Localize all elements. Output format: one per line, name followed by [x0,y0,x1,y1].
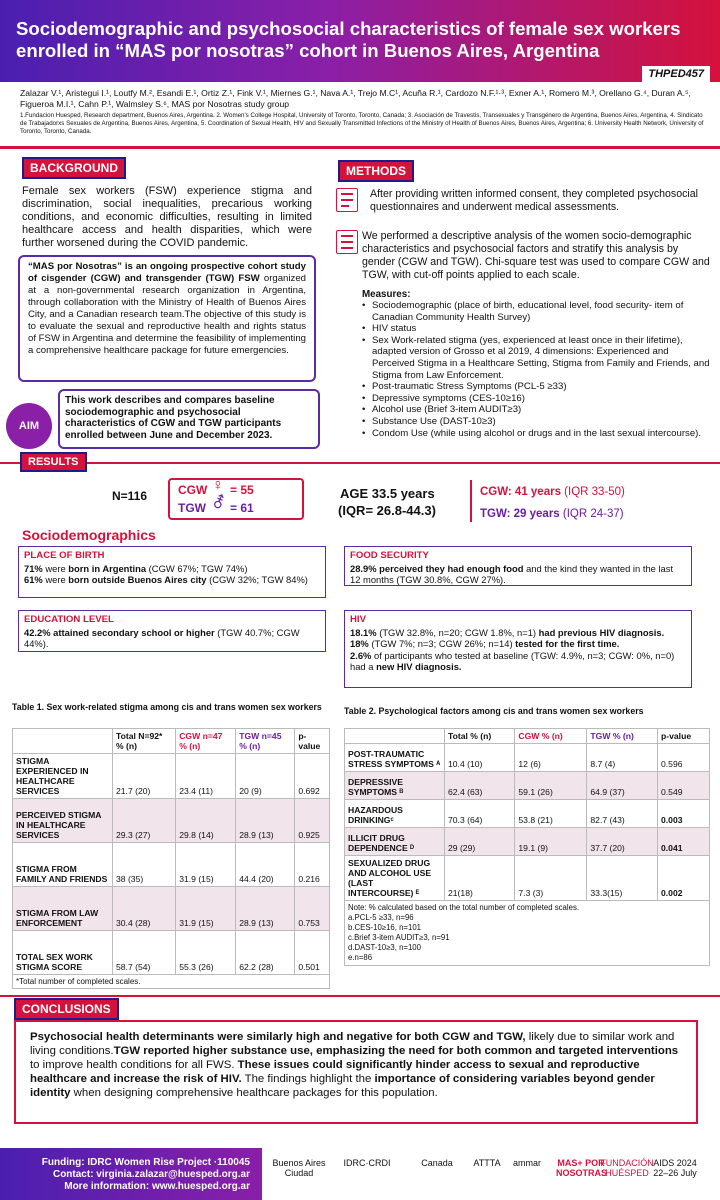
divider [0,462,720,464]
table-header: Total % (n) [445,729,515,744]
row-label: HAZARDOUS DRINKINGᶜ [345,800,445,828]
table-cell: 0.596 [658,744,710,772]
table-cell: 0.041 [658,828,710,856]
table-row [13,887,330,931]
table-header: TGW n=45 % (n) [236,729,295,754]
age-mean: AGE 33.5 years [340,486,435,501]
table-cell: 0.501 [295,931,330,975]
measures-list [362,300,712,439]
cohort-rest: organized at a non-governmental research organization in Argentina, through collaboration with the Ministry of Health of Buenos Aires City, and a Canadian research team.The objective of this study is to evaluate the sexual and reproductive health and rights status of FSW in Argentina and determine the feasibility of implementing a comprehensive healthcare package for future emergencies. [28,273,306,356]
row-label: ILLICIT DRUG DEPENDENCE ᴰ [345,828,445,856]
table-row [13,931,330,975]
table-header: TGW % (n) [587,729,658,744]
table-header [13,729,113,754]
poster-header [0,0,720,82]
partner-logo: Canada [421,1158,453,1168]
row-label: STIGMA FROM FAMILY AND FRIENDS [13,843,113,887]
table-cell: 21(18) [445,856,515,901]
table-cell: 31.9 (15) [176,843,236,887]
methods-p2: We performed a descriptive analysis of the women socio-demographic characteristics and psychosocial factors and stratify this analysis by gender (CGW and TGW). Chi-square test was used to compare CGW and TGW, with cut-off points applied to each scale. [362,230,710,281]
poster-title: Sociodemographic and psychosocial characteristics of female sex workers enrolled in “MAS por nosotras” cohort in Buenos Aires, Argentina [16,18,681,61]
table-cell: 31.9 (15) [176,887,236,931]
abstract-code: THPED457 [642,66,710,82]
cohort-bold: “MAS por Nosotras” is an ongoing prospective cohort study of cisgender (CGW) and transgender (TGW) FSW [28,261,306,284]
conclusions-label: CONCLUSIONS [14,998,119,1020]
conclusions-box: Psychosocial health determinants were similarly high and negative for both CGW and TGW, likely due to similar work and living conditions.TGW reported higher substance use, emphasizing the need for both common and targeted interventions to improve health conditions for all FWS. These issues could significantly hinder access to sexual and reproductive healthcare and increase the risk of HIV. The findings highlight the importance of considering variables beyond gender identity when designing comprehensive healthcare packages for this population. [14,1020,698,1124]
tgw-age: TGW: 29 years (IQR 24-37) [480,508,624,520]
table-cell: 19.1 (9) [515,828,587,856]
table-cell: 21.7 (20) [113,754,176,799]
methods-p1: After providing written informed consent, they completed psychosocial questionnaires and underwent medical assessments. [370,188,698,213]
table-header: CGW % (n) [515,729,587,744]
table-cell: 28.9 (13) [236,799,295,843]
table-header: Total N=92* % (n) [113,729,176,754]
partner-logo: AIDS 2024 22–26 July [653,1158,697,1178]
table-cell: 33.3(15) [587,856,658,901]
table-cell: 29.3 (27) [113,799,176,843]
table-cell: 0.002 [658,856,710,901]
analysis-icon [336,230,358,254]
methods-label: METHODS [338,160,414,182]
row-label: PERCEIVED STIGMA IN HEALTHCARE SERVICES [13,799,113,843]
table-cell: 64.9 (37) [587,772,658,800]
table-cell: 20 (9) [236,754,295,799]
tgw-n: = 61 [230,501,254,515]
divider [0,995,720,997]
table-cell: 23.4 (11) [176,754,236,799]
measure-item: • Depressive symptoms (CES-10≥16) [362,393,712,405]
partner-logo: ATTTA [473,1158,501,1168]
table-header: p-value [658,729,710,744]
table-cell: 29 (29) [445,828,515,856]
table-header: CGW n=47 % (n) [176,729,236,754]
measures-title: Measures: [362,289,411,300]
measure-item: • Sociodemographic (place of birth, educational level, food security- item of Canadian Community Health Survey) [362,300,712,323]
table-cell: 10.4 (10) [445,744,515,772]
table-cell: 59.1 (26) [515,772,587,800]
table-cell: 0.692 [295,754,330,799]
sociodemographics-title: Sociodemographics [22,527,156,543]
table-cell: 29.8 (14) [176,799,236,843]
results-label: RESULTS [20,452,87,472]
measure-item: • Condom Use (while using alcohol or drugs and in the last sexual intercourse). [362,428,712,440]
partner-logo: IDRC·CRDI [343,1158,391,1168]
table-row [345,828,710,856]
education-box: EDUCATION LEVEL 42.2% attained secondary school or higher (TGW 40.7%; CGW 44%). [18,610,326,652]
affiliations: 1.Fundacion Huesped, Research department, Buenos Aires, Argentina. 2. Women's College Hospital, University of Toronto, Toronto, Canada; 3. Asociación de Travestis, Transexuales y Transgénero de Argentina, Buenos Aires, Argentina, 4. Sindicato de Trabajadorxs Sexuales de Argentina, Buenos Aires, Argentina, 5. Coordination of Sexual Health, HIV and Sexually Transmitted Infections of the Ministry of Health of Buenos Aires, Buenos Aires, Argentina; 6. University Health Network, University of Toronto, Toronto, Canada. [20,112,704,135]
table-cell: 58.7 (54) [113,931,176,975]
background-label: BACKGROUND [22,157,126,179]
table-row [345,800,710,828]
table-note: *Total number of completed scales. [13,975,330,989]
place-of-birth-box: PLACE OF BIRTH 71% were born in Argentina (CGW 67%; TGW 74%) 61% were born outside Buenos Aires city (CGW 32%; TGW 84%) [18,546,326,598]
authors: Zalazar V.¹, Aristegui I.¹, Loutfy M.², Esandi E.¹, Ortiz Z.¹, Fink V.¹, Miernes G.¹, Nava A.¹, Trejo M.C¹, Acuña R.¹, Cardozo N.F.¹·³, Exner A.¹, Romero M.³, Orellano G.⁴, Duran A.⁵, Figueroa M.I.¹, Cahn P.¹, Walmsley S.⁶, MAS por Nosotras study group [20,88,691,109]
cohort-box [18,255,316,382]
aim-badge: AIM [6,403,52,449]
table-cell: 12 (6) [515,744,587,772]
cgw-n: = 55 [230,483,254,497]
table2-title: Table 2. Psychological factors among cis and trans women sex workers [344,706,644,716]
table-row [13,799,330,843]
psych-table [344,728,710,966]
row-label: STIGMA FROM LAW ENFORCEMENT [13,887,113,931]
table-row [345,744,710,772]
table-header [345,729,445,744]
table-cell: 82.7 (43) [587,800,658,828]
table-cell: 7.3 (3) [515,856,587,901]
table-cell: 38 (35) [113,843,176,887]
transgender-icon: ⚦ [212,495,226,512]
aim-text: This work describes and compares baseline sociodemographic and psychosocial characteristics of CGW and TGW participants enrolled between June and December 2023. [58,389,320,449]
table-cell: 37.7 (20) [587,828,658,856]
row-label: POST-TRAUMATIC STRESS SYMPTOMS ᴬ [345,744,445,772]
partner-logo: ammar [512,1158,541,1168]
table-cell: 0.549 [658,772,710,800]
total-n: N=116 [112,489,148,503]
document-icon [336,188,358,212]
table-cell: 0.925 [295,799,330,843]
table-row [13,843,330,887]
table-cell: 28.9 (13) [236,887,295,931]
row-label: SEXUALIZED DRUG AND ALCOHOL USE (LAST INTERCOURSE) ᴱ [345,856,445,901]
stigma-table [12,728,330,989]
table1-title: Table 1. Sex work-related stigma among cis and trans women sex workers [12,702,322,712]
row-label: TOTAL SEX WORK STIGMA SCORE [13,931,113,975]
table-cell: 62.4 (63) [445,772,515,800]
table-cell: 0.216 [295,843,330,887]
cgw-label: CGW [178,483,208,497]
cgw-age: CGW: 41 years (IQR 33-50) [480,486,625,498]
hiv-box: HIV 18.1% (TGW 32.8%, n=20; CGW 1.8%, n=1) had previous HIV diagnosis. 18% (TGW 7%; n=3; CGW 26%; n=14) tested for the first time. 2.6% of participants who tested at baseline (TGW: 4.9%, n=3; CGW: 0%, n=0) had a new HIV diagnosis. [344,610,692,688]
row-label: STIGMA EXPERIENCED IN HEALTHCARE SERVICES [13,754,113,799]
funding-block: Funding: IDRC Women Rise Project ·110045 Contact: virginia.zalazar@huesped.org.ar More information: www.huesped.org.ar [0,1148,262,1200]
tgw-label: TGW [178,501,206,515]
table-cell: 62.2 (28) [236,931,295,975]
table-row [345,856,710,901]
table-row [345,772,710,800]
table-cell: 0.753 [295,887,330,931]
partner-logo: FUNDACIÓN HUÉSPED [600,1158,654,1178]
table-row [13,754,330,799]
measure-item: • Post-traumatic Stress Symptoms (PCL-5 ≥33) [362,381,712,393]
separator [470,480,472,522]
table-cell: 55.3 (26) [176,931,236,975]
table-cell: 0.003 [658,800,710,828]
food-security-box: FOOD SECURITY 28.9% perceived they had enough food and the kind they wanted in the last 12 months (TGW 30.8%, CGW 27%). [344,546,692,586]
divider [0,146,720,149]
female-icon: ♀ [212,477,224,494]
partner-logo: MAS+ POR NOSOTRAS [556,1158,608,1178]
partner-logo: Buenos Aires Ciudad [272,1158,326,1178]
measure-item: • Substance Use (DAST-10≥3) [362,416,712,428]
table-cell: 70.3 (64) [445,800,515,828]
measure-item: • Alcohol use (Brief 3-item AUDIT≥3) [362,404,712,416]
background-text: Female sex workers (FSW) experience stigma and discrimination, social inequalities, precarious working conditions, and economic difficulties, resulting in limited healthcare access and health disparities, which were further worsened during the COVID pandemic. [22,185,312,249]
age-iqr: (IQR= 26.8-44.3) [338,503,436,518]
table-notes: Note: % calculated based on the total number of completed scales. a.PCL-5 ≥33, n=96 b.CES-10≥16, n=101 c.Brief 3-item AUDIT≥3, n=91 d.DAST-10≥3, n=100 e.n=86 [345,901,710,966]
table-cell: 8.7 (4) [587,744,658,772]
measure-item: • Sex Work-related stigma (yes, experienced at least once in their lifetime), adapted version of Grosso et al 2019, 4 dimensions: Experienced and Perceived Stigma in a Healthcare Setting, Stigma from Family and Friends, and Stigma from Law Enforcement. [362,335,712,381]
table-header: p-value [295,729,330,754]
table-cell: 30.4 (28) [113,887,176,931]
row-label: DEPRESSIVE SYMPTOMS ᴮ [345,772,445,800]
measure-item: • HIV status [362,323,712,335]
table-cell: 44.4 (20) [236,843,295,887]
table-cell: 53.8 (21) [515,800,587,828]
